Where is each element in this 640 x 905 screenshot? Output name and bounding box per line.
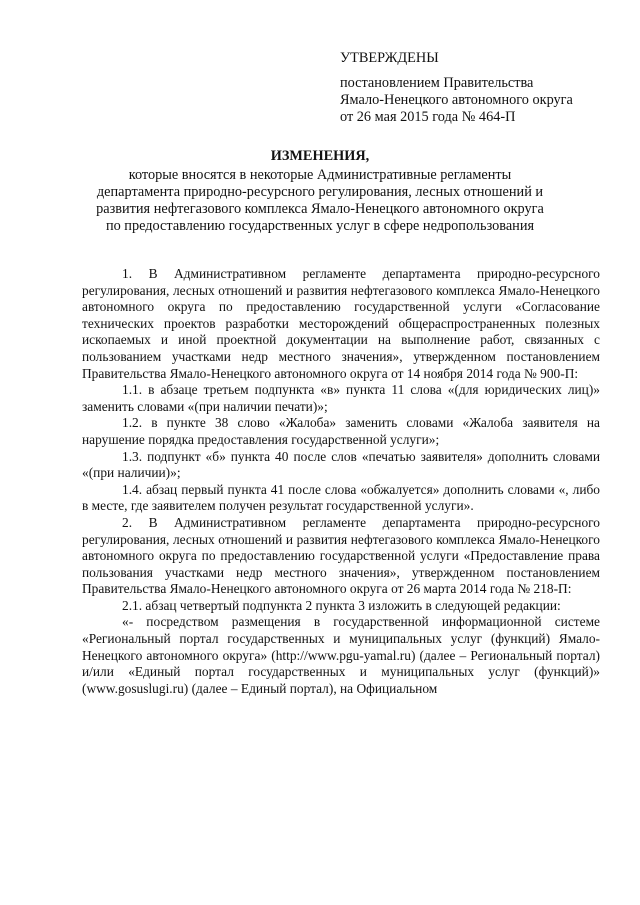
approval-line: от 26 мая 2015 года № 464-П <box>340 109 516 125</box>
title-main: ИЗМЕНЕНИЯ, <box>270 148 370 164</box>
approval-block <box>340 50 630 126</box>
paragraph: 1.4. абзац первый пункта 41 после слова «обжалуется» дополнить словами «, либо в месте, где заявителем получен результат государственной услуги». <box>82 481 600 514</box>
approval-line: Ямало-Ненецкого автономного округа <box>340 92 573 108</box>
paragraph: 2.1. абзац четвертый подпункта 2 пункта 3 изложить в следующей редакции: <box>122 597 561 613</box>
document-title <box>90 148 550 235</box>
paragraph: 1.3. подпункт «б» пункта 40 после слов «печатью заявителя» дополнить словами «(при наличии)»; <box>82 448 600 481</box>
paragraph: «- посредством размещения в государственной информационной системе «Региональный портал государственных и муниципальных услуг (функций) Ямало-Ненецкого автономного округа» (http://www.pgu-yamal.ru) (далее – Региональный портал) и/или «Единый портал государственных и муниципальных услуг (функций)» (www.gosuslugi.ru) (далее – Единый портал), на Официальном <box>82 614 600 696</box>
paragraph: 1. В Административном регламенте департамента природно-ресурсного регулирования, лесных отношений и развития нефтегазового комплекса Ямало-Ненецкого автономного округа по предоставлению государственной услуги «Согласование технических проектов разработки месторождений общераспространенных полезных ископаемых и иной проектной документации на выполнение работ, связанных с пользованием участками недр местного значения», утвержденном постановлением Правительства Ямало-Ненецкого автономного округа от 14 ноября 2014 года № 900-П: <box>82 266 600 381</box>
paragraph: 1.1. в абзаце третьем подпункта «в» пункта 11 слова «(для юридических лиц)» заменить словами «(при наличии печати)»; <box>82 382 600 414</box>
title-subtitle: которые вносятся в некоторые Административные регламенты департамента природно-ресурсного регулирования, лесных отношений и развития нефтегазового комплекса Ямало-Ненецкого автономного округа по предоставлению государственных услуг в сфере недропользования <box>96 167 544 234</box>
approval-line: постановлением Правительства <box>340 75 534 91</box>
document-body <box>82 266 600 697</box>
paragraph: 1.2. в пункте 38 слово «Жалоба» заменить словами «Жалоба заявителя на нарушение порядка предоставления государственной услуги»; <box>82 415 600 447</box>
approval-heading: УТВЕРЖДЕНЫ <box>340 50 439 66</box>
paragraph: 2. В Административном регламенте департамента природно-ресурсного регулирования, лесных отношений и развития нефтегазового комплекса Ямало-Ненецкого автономного округа по предоставлению государственной услуги «Предоставление права пользования участками недр местного значения», утвержденном постановлением Правительства Ямало-Ненецкого автономного округа от 26 марта 2014 года № 218-П: <box>82 514 600 597</box>
